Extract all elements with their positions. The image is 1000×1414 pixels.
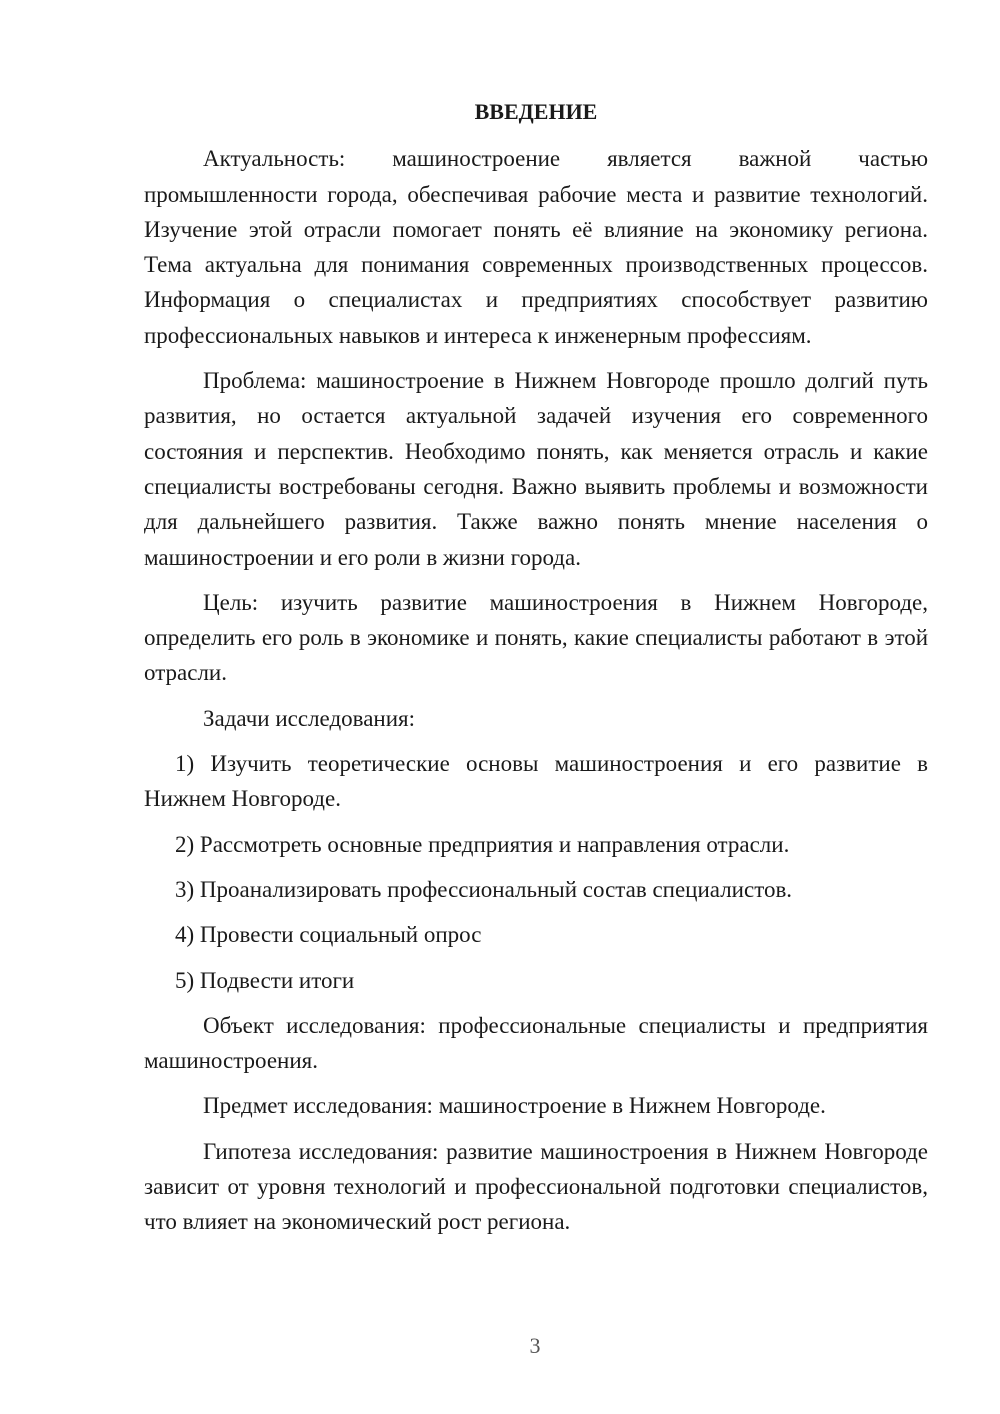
problem-paragraph: Проблема: машиностроение в Нижнем Новгороде прошло долгий путь развития, но остается актуальной задачей изучения его современного состояния и перспектив. Необходимо понять, как меняется отрасль и какие специалисты востребованы сегодня. Важно выявить проблемы и возможности для дальнейшего развития. Также важно понять мнение населения о машиностроении и его роли в жизни города. (144, 368, 928, 570)
task-item-4: 4) Провести социальный опрос (175, 922, 482, 948)
task-item-3: 3) Проанализировать профессиональный состав специалистов. (175, 876, 793, 902)
tasks-list (144, 746, 928, 998)
tasks-title: Задачи исследования: (203, 705, 416, 731)
object-paragraph: Объект исследования: профессиональные специалисты и предприятия машиностроения. (144, 1012, 928, 1074)
relevance-paragraph: Актуальность: машиностроение является важной частью промышленности города, обеспечивая рабочие места и развитие технологий. Изучение этой отрасли помогает понять её влияние на экономику региона. Тема актуальна для понимания современных производственных процессов. Информация о специалистах и предприятиях способствует развитию профессиональных навыков и интереса к инженерным профессиям. (144, 146, 928, 348)
section-heading: ВВЕДЕНИЕ (474, 99, 598, 124)
task-item-1: 1) Изучить теоретические основы машиностроения и его развитие в Нижнем Новгороде. (144, 751, 928, 812)
task-item-5: 5) Подвести итоги (175, 967, 355, 993)
document-body (144, 94, 928, 1250)
page-number: 3 (529, 1333, 541, 1358)
goal-paragraph: Цель: изучить развитие машиностроения в Нижнем Новгороде, определить его роль в экономике и понять, какие специалисты работают в этой отрасли. (144, 589, 928, 686)
subject-paragraph: Предмет исследования: машиностроение в Нижнем Новгороде. (203, 1093, 826, 1119)
task-item-2: 2) Рассмотреть основные предприятия и направления отрасли. (175, 831, 790, 857)
hypothesis-paragraph: Гипотеза исследования: развитие машиностроения в Нижнем Новгороде зависит от уровня технологий и профессиональной подготовки специалистов, что влияет на экономический рост региона. (144, 1138, 928, 1235)
